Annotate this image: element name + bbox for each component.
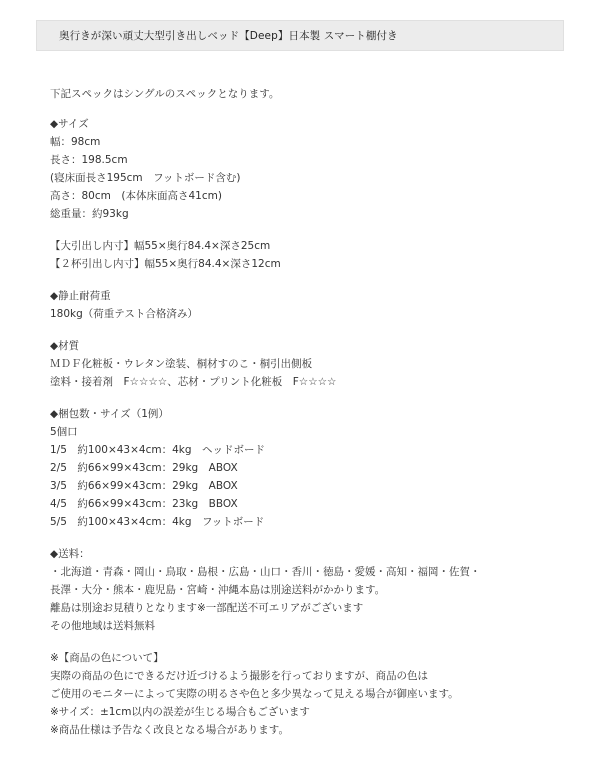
package-line: 1/5 約100×43×4cm：4kg ヘッドボード bbox=[50, 444, 266, 456]
load-value: 180kg（荷重テスト合格済み） bbox=[50, 308, 198, 320]
package-line: 4/5 約66×99×43cm：23kg BBOX bbox=[50, 498, 238, 510]
material-heading: ◆材質 bbox=[50, 340, 80, 352]
package-line: 5個口 bbox=[50, 426, 78, 438]
size-height: 高さ：80cm (本体床面高さ41cm) bbox=[50, 190, 222, 202]
size-heading: ◆サイズ bbox=[50, 118, 89, 130]
package-heading: ◆梱包数・サイズ（1例） bbox=[50, 408, 169, 420]
package-line: 3/5 約66×99×43cm：29kg ABOX bbox=[50, 480, 238, 492]
notes-line: ※商品仕様は予告なく改良となる場合があります。 bbox=[50, 724, 289, 736]
size-width: 幅：98cm bbox=[50, 136, 101, 148]
notes-line: 実際の商品の色にできるだけ近づけるよう撮影を行っておりますが、商品の色は bbox=[50, 670, 428, 682]
drawer-large-inner: 【大引出し内寸】幅55×奥行84.4×深さ25cm bbox=[50, 240, 271, 252]
package-line: 5/5 約100×43×4cm：4kg フットボード bbox=[50, 516, 265, 528]
size-weight: 総重量：約93kg bbox=[50, 208, 129, 220]
load-heading: ◆静止耐荷重 bbox=[50, 290, 111, 302]
material-line: ＭＤＦ化粧板・ウレタン塗装、桐材すのこ・桐引出側板 bbox=[50, 358, 313, 370]
drawer-small-inner: 【２杯引出し内寸】幅55×奥行84.4×深さ12cm bbox=[50, 258, 281, 270]
shipping-line: ・北海道・青森・岡山・鳥取・島根・広島・山口・香川・徳島・愛媛・高知・福岡・佐賀・ bbox=[50, 566, 481, 578]
size-length: 長さ：198.5cm bbox=[50, 154, 128, 166]
notes-line: ※サイズ：±1cm以内の誤差が生じる場合もございます bbox=[50, 706, 310, 718]
shipping-line: 長澤・大分・熊本・鹿児島・宮崎・沖縄本島は別途送料がかかります。 bbox=[50, 584, 386, 596]
page-title: 奥行きが深い頑丈大型引き出しベッド【Deep】日本製 スマート棚付き bbox=[36, 20, 564, 51]
size-bed-length: (寝床面長さ195cm フットボード含む) bbox=[50, 172, 241, 184]
notes-heading: ※【商品の色について】 bbox=[50, 652, 164, 664]
intro-text: 下記スペックはシングルのスペックとなります。 bbox=[50, 88, 280, 100]
shipping-line: 離島は別途お見積りとなります※一部配送不可エリアがございます bbox=[50, 602, 364, 614]
notes-line: ご使用のモニターによって実際の明るさや色と多少異なって見える場合が御座います。 bbox=[50, 688, 459, 700]
shipping-heading: ◆送料： bbox=[50, 548, 90, 560]
material-line: 塗料・接着剤 F☆☆☆☆、芯材・プリント化粧板 F☆☆☆☆ bbox=[50, 376, 337, 388]
shipping-line: その他地域は送料無料 bbox=[50, 620, 155, 632]
package-line: 2/5 約66×99×43cm：29kg ABOX bbox=[50, 462, 238, 474]
